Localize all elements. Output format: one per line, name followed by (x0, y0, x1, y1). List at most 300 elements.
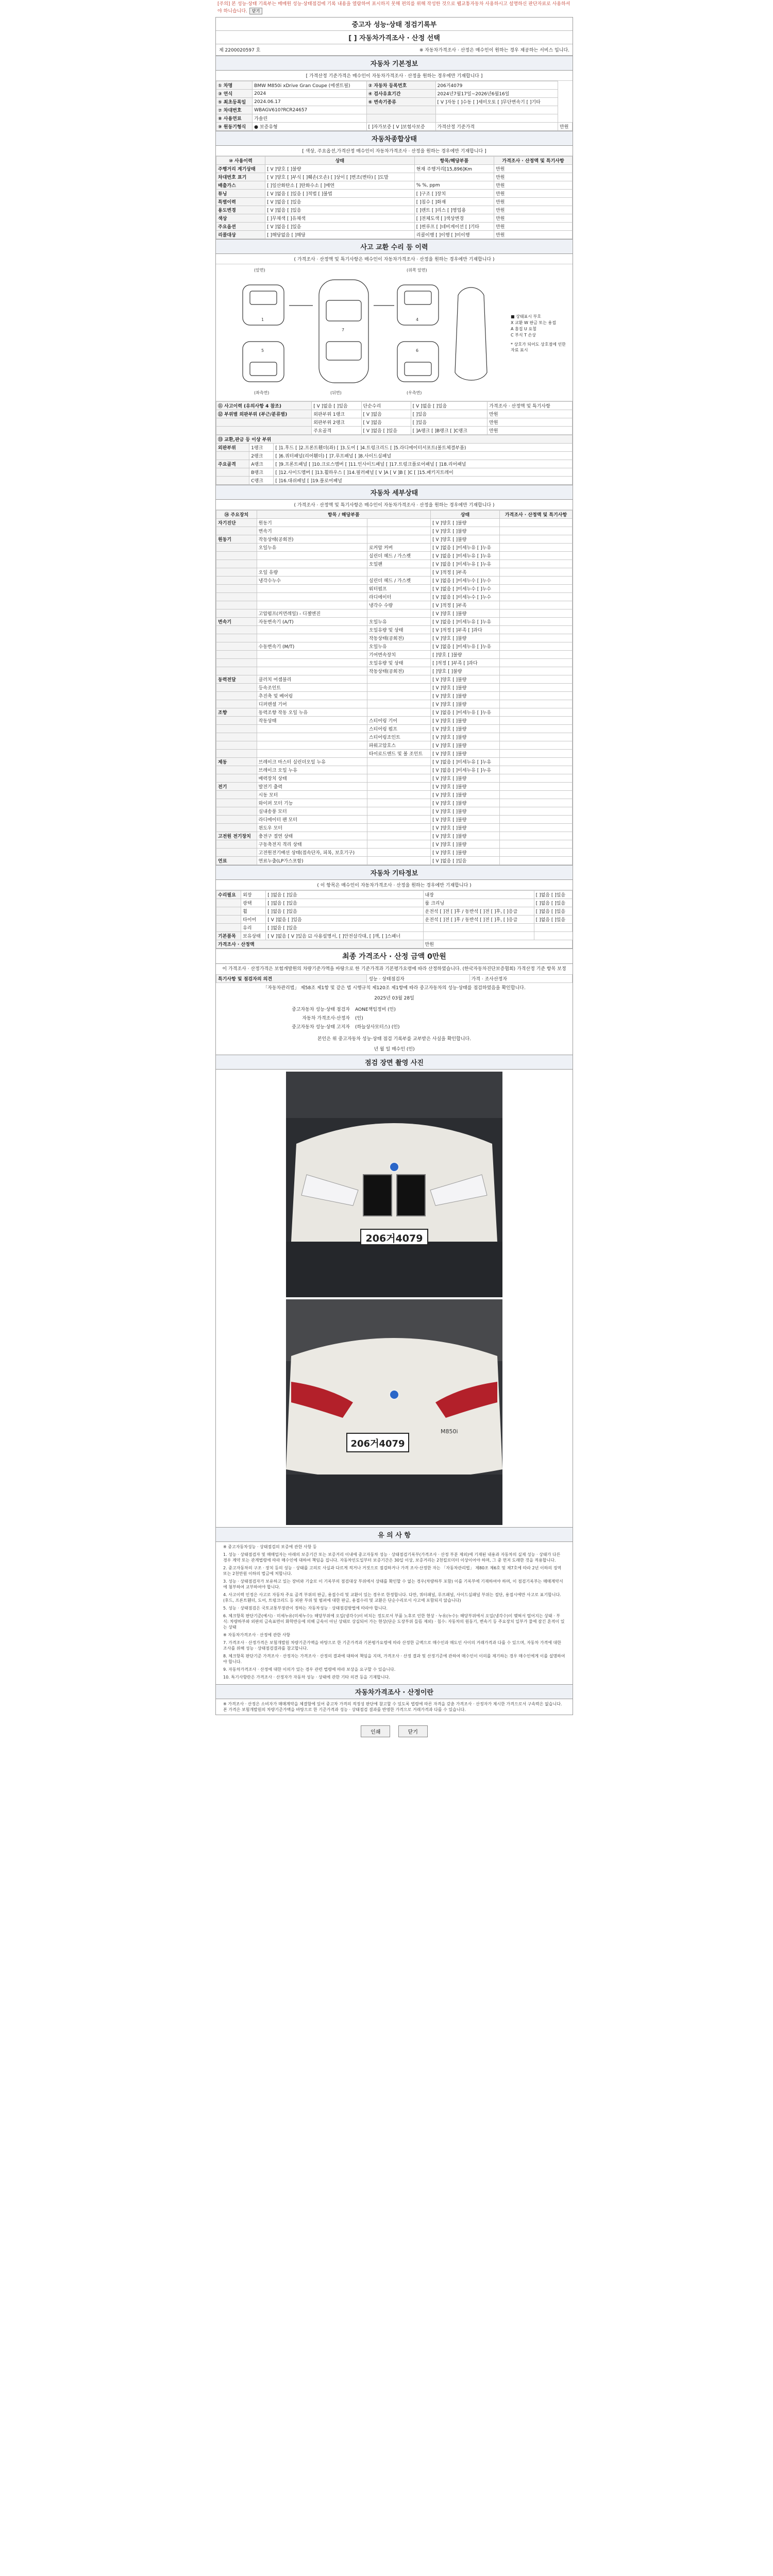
detail-row (216, 692, 573, 700)
overall-cell: [ ]렌트 [ ]리스 [ ]영업용 (414, 206, 494, 214)
detail-row (216, 519, 573, 527)
detail-cell: [ V ]양호 [ ]불량 (431, 692, 500, 700)
detail-cell: 작동상태(공회전) (257, 535, 367, 544)
parts-cell: 외판부위 (216, 444, 249, 452)
detail-cell (500, 750, 573, 758)
detail-cell (216, 593, 257, 601)
detail-cell: [ V ]적정 [ ]부족 [ ]과다 (431, 626, 500, 634)
detail-cell: [ V ]없음 [ ]미세누수 [ ]누수 (431, 577, 500, 585)
detail-cell (500, 799, 573, 807)
accident-cell: [ ]있음 (411, 410, 487, 418)
section-photos: 점검 장면 촬영 사진 (216, 1055, 573, 1070)
detail-cell (367, 791, 430, 799)
detail-cell (257, 593, 367, 601)
parts-cell (216, 468, 249, 477)
detail-row (216, 774, 573, 783)
overall-cell: 튜닝 (216, 190, 265, 198)
detail-cell (500, 832, 573, 840)
detail-row (216, 684, 573, 692)
overall-cell: 현재 주행거리[15,896]Km (414, 165, 494, 173)
detail-cell (216, 634, 257, 642)
detail-cell: 배력장치 상태 (257, 774, 367, 783)
detail-cell (500, 783, 573, 791)
detail-cell: 동력조향 작동 오일 누유 (257, 708, 367, 717)
final-statement: 「자동차관리법」 제58조 제1항 및 같은 법 시행규칙 제120조 제1항에 따라 중고자동차의 성능·상태를 점검하였음을 확인합니다. (263, 986, 526, 991)
detail-cell: 파워고압호스 (367, 741, 430, 750)
detail-cell: 라디에이터 (367, 593, 430, 601)
detail-cell (500, 634, 573, 642)
other-row (216, 916, 573, 924)
basic-cell: BMW M850i xDrive Gran Coupe (에센트필) (253, 81, 366, 90)
other-row (216, 891, 573, 899)
other-cell: 광택 (241, 899, 266, 907)
detail-cell (500, 519, 573, 527)
detail-cell (367, 766, 430, 774)
other-row (216, 940, 573, 948)
detail-cell (500, 552, 573, 560)
accident-row (216, 410, 573, 418)
detail-cell: 스티어링조인트 (367, 733, 430, 741)
detail-cell (367, 840, 430, 849)
overall-cell: 만원 (494, 198, 573, 206)
detail-cell (216, 601, 257, 609)
detail-cell: [ ]적정 [ ]부족 [ ]과다 (431, 659, 500, 667)
other-table (216, 890, 573, 948)
detail-cell: 변속기 (257, 527, 367, 535)
note-item: ※ 자동차가격조사 · 산정에 관한 사항 (223, 1633, 291, 1637)
detail-cell (367, 535, 430, 544)
label-rear: (뒤면) (330, 391, 342, 395)
other-row (216, 924, 573, 932)
detail-cell (216, 527, 257, 535)
detail-row (216, 725, 573, 733)
detail-cell (500, 527, 573, 535)
overall-cell: [ V ]없음 [ ]있음 [ ]적법 [ ]불법 (265, 190, 415, 198)
detail-cell (500, 585, 573, 593)
detail-cell (500, 560, 573, 568)
sign-row (216, 1023, 573, 1032)
detail-cell (216, 750, 257, 758)
detail-row (216, 634, 573, 642)
detail-cell (500, 840, 573, 849)
sign-value: (하늘상사모터스) (인) (355, 1025, 400, 1030)
detail-cell (257, 659, 367, 667)
detail-cell: 연료 (216, 857, 257, 865)
detail-cell: [ V ]없음 [ ]미세누유 [ ]누유 (431, 766, 500, 774)
svg-text:7: 7 (342, 328, 345, 332)
overall-cell: 만원 (494, 173, 573, 181)
other-cell: 가격조사 · 산정액 (216, 940, 424, 948)
other-cell (216, 924, 241, 932)
detail-cell: 고압펌프(커먼레일) - 디젤엔진 (257, 609, 367, 618)
other-cell: [ ]없음 [ ]있음 (534, 899, 572, 907)
overall-cell: 만원 (494, 181, 573, 190)
basic-cell: [ ]자가보증 [ V ]보험사보증 (366, 123, 435, 131)
detail-cell (500, 659, 573, 667)
detail-cell: [ V ]없음 [ ]미세누유 [ ]누유 (431, 642, 500, 651)
detail-cell: 클러치 어셈블리 (257, 675, 367, 684)
basic-row (216, 90, 573, 98)
section-other: 자동차 기타정보 (216, 865, 573, 880)
detail-cell (367, 675, 430, 684)
detail-row (216, 832, 573, 840)
detail-cell: 오일누유 (257, 544, 367, 552)
basic-cell (366, 106, 435, 114)
other-cell: 보유상태 (241, 932, 266, 940)
note-item: 1. 성능 · 상태점검자 및 매매업자는 아래의 보증기간 또는 보증거리 이내에 중고자동차 성능 · 상태점검기록부(가격조사 · 산정 부분 제외)에 기재된 내용과 자동차의 실제 성능 · 상태가 다른 경우 계약 또는 관계법령에 따라 매수인에 대하여 책임을 집니다. 자동차인도일부터 보증기간은 30일 이상, 보증거리는 2천킬로미터 이상이어야 하며, 그 중 먼저 도래한 것을 적용합니다. (223, 1552, 561, 1563)
detail-row (216, 741, 573, 750)
detail-cell (500, 708, 573, 717)
other-cell (423, 924, 534, 932)
parts-row (216, 444, 573, 452)
basic-cell: ⑤ 최초등록일 (216, 98, 253, 106)
basic-cell: ⑧ 사용연료 (216, 114, 253, 123)
buyer-sign: 년 월 일 매수인 (인) (374, 1047, 415, 1052)
parts-cell: A랭크 (249, 460, 274, 468)
detail-row (216, 577, 573, 585)
detail-cell: 시동 모터 (257, 791, 367, 799)
detail-cell (500, 593, 573, 601)
basic-cell (366, 114, 435, 123)
accident-cell: 주요골격 (312, 427, 361, 435)
detail-row (216, 675, 573, 684)
note-item: 7. 가격조사 · 산정가격은 보험개발원 차량기준가액을 바탕으로 한 기준가격과 기본평가요령에 따라 산정한 금액으로 매수인과 매도인 사이의 거래가격과 다를 수 있으며, 자동차 가격에 대한 조사를 위해 성능 · 상태점검결과를 참고합니다. (223, 1640, 561, 1651)
sign-value: AONE책임정비 (인) (355, 1007, 396, 1012)
detail-cell (367, 783, 430, 791)
sign-row (216, 1014, 573, 1023)
detail-cell: 실내송풍 모터 (257, 807, 367, 816)
final-cell: 성능 · 상태점검자 (367, 975, 469, 983)
basic-cell: [ V ]자동 [ ]수동 [ ]세미오토 [ ]무단변속기 [ ]기타 (435, 98, 558, 106)
detail-cell: 추진축 및 베어링 (257, 692, 367, 700)
detail-cell: 브레이크 오일 누유 (257, 766, 367, 774)
detail-cell (367, 807, 430, 816)
detail-cell (216, 824, 257, 832)
svg-text:1: 1 (261, 317, 264, 322)
note-item: 9. 자동차가격조사 · 산정에 대한 이의가 있는 경우 관련 법령에 따라 보상을 요구할 수 있습니다. (223, 1667, 396, 1672)
top-close-button[interactable]: 닫기 (249, 8, 262, 14)
overall-row (216, 173, 573, 181)
accident-cell (216, 418, 312, 427)
overall-header (216, 157, 573, 165)
detail-cell (500, 849, 573, 857)
detail-cell: [ V ]양호 [ ]불량 (431, 634, 500, 642)
parts-row (216, 452, 573, 460)
detail-cell (500, 626, 573, 634)
detail-cell (500, 824, 573, 832)
accident-cell: [ V ]없음 (361, 418, 411, 427)
detail-cell (500, 535, 573, 544)
detail-cell: [ V ]적정 [ ]부족 (431, 601, 500, 609)
detail-cell (257, 741, 367, 750)
detail-cell (500, 758, 573, 766)
detail-cell: 고전원전기배선 상태(접속단자, 피복, 보호기구) (257, 849, 367, 857)
basic-cell: ① 차명 (216, 81, 253, 90)
detail-cell (500, 651, 573, 659)
detail-header-cell: 상태 (431, 511, 500, 519)
legend-item: ■ 상태표시 부호 (511, 314, 542, 319)
detail-cell (367, 519, 430, 527)
overall-cell: [ V ]없음 [ ]있음 (265, 206, 415, 214)
detail-cell (500, 733, 573, 741)
final-price-note: 이 가격조사 · 산정가격은 보험개발원의 차량기준가액을 바탕으로 한 기준가격과 기본평가요령에 따라 산정하였습니다. (한국자동차진단보증협회) 가격산정 기준 항목 보정 (222, 967, 566, 972)
note-item: 6. 체크항목 판단기준(예시) · 미세누유(미세누수): 해당부위에 오일(냉각수)이 비치는 정도로서 부품 노후로 인한 현상 · 누유(누수): 해당부위에서 오일(냉각수)이 맺혀서 떨어지는 상태 · 부식: 차량하부와 외판의 금속표면이 화학반응에 의해 금속이 아닌 상태로 상실되어 가는 현상(단순 도장부위 들뜸 제외) · 침수: 자동차의 원동기, 변속기 등 주요장치 일부가 물에 잠긴 흔적이 있는 상태 (223, 1614, 565, 1630)
overall-cell (414, 173, 494, 181)
detail-row (216, 560, 573, 568)
basic-cell: 가격산정 기준가격 (435, 123, 558, 131)
overall-cell: 만원 (494, 206, 573, 214)
detail-cell (500, 618, 573, 626)
note-item: 3. 성능 · 상태점검자가 보유하고 있는 장비와 기술로 이 기록부의 점검대상 부위에서 상태를 확인할 수 없는 경우(차량하부 포함) 이를 기록부에 기재하여야 하며, 이 점검기록부는 매매계약서에 첨부하여 교부하여야 합니다. (223, 1579, 563, 1589)
detail-cell (367, 799, 430, 807)
detail-row (216, 659, 573, 667)
accident-cell: 단순수리 (361, 402, 411, 410)
detail-cell (500, 807, 573, 816)
label-top: (위쪽 앞면) (407, 268, 427, 273)
car-rear-photo-icon (286, 1299, 502, 1525)
detail-cell (500, 791, 573, 799)
detail-cell: [ V ]없음 [ ]미세누수 [ ]누수 (431, 593, 500, 601)
detail-cell: 오일누유 (367, 618, 430, 626)
detail-cell (216, 577, 257, 585)
detail-cell: 라디에이터 팬 모터 (257, 816, 367, 824)
detail-cell: [ V ]양호 [ ]불량 (431, 684, 500, 692)
detail-cell (216, 799, 257, 807)
note-item: 4. 사고이력 인정은 사고로 자동차 주요 골격 부위의 판금, 용접수리 및 교환이 있는 경우로 한정합니다. 다만, 쿼터패널, 루프패널, 사이드실패널 부위는 절단, 용접시에만 사고로 표기합니다. (후드, 프론트휀더, 도어, 트렁크리드 등 외판 부위 및 범퍼에 대한 판금, 용접수리 및 교환은 단순수리로서 사고에 포함되지 않습니다) (223, 1592, 561, 1603)
label-front: (앞면) (254, 268, 265, 273)
detail-row (216, 585, 573, 593)
accident-cell: 외판부위 1랭크 (312, 410, 361, 418)
detail-cell (500, 766, 573, 774)
detail-row (216, 733, 573, 741)
parts-cell: 주요골격 (216, 460, 249, 468)
detail-row (216, 601, 573, 609)
accident-cell: 만원 (488, 410, 573, 418)
other-cell: 운전석 [ ]전 [ ]후 / 동반석 [ ]전 [ ]후, [ ]응급 (423, 916, 534, 924)
detail-row (216, 758, 573, 766)
detail-cell (257, 725, 367, 733)
section-detail: 자동차 세부상태 (216, 485, 573, 500)
rear-photo (286, 1299, 502, 1525)
detail-row (216, 766, 573, 774)
overall-header-cell: ⑩ 사용이력 (216, 157, 265, 165)
other-cell (534, 924, 572, 932)
detail-cell: [ V ]없음 [ ]미세누유 [ ]누유 (431, 544, 500, 552)
detail-cell: [ V ]양호 [ ]불량 (431, 807, 500, 816)
detail-cell: [ V ]양호 [ ]불량 (431, 824, 500, 832)
other-cell: 타이어 (241, 916, 266, 924)
detail-cell: [ V ]양호 [ ]불량 (431, 535, 500, 544)
detail-cell (367, 758, 430, 766)
receipt-note: 본인은 위 중고자동차 성능·상태 점검 기록부를 교부받은 사실을 확인합니다. (317, 1037, 472, 1042)
detail-cell: [ V ]양호 [ ]불량 (431, 733, 500, 741)
front-photo (286, 1072, 502, 1297)
detail-cell (257, 651, 367, 659)
accident-cell: [ V ]없음 [ ]있음 (411, 402, 487, 410)
detail-cell (500, 717, 573, 725)
detail-row (216, 552, 573, 560)
other-cell: 만원 (423, 940, 572, 948)
final-cell: 가격 · 조사산정자 (469, 975, 572, 983)
detail-cell: 로커암 커버 (367, 544, 430, 552)
rear-plate: 206거4079 (350, 1438, 405, 1449)
accident-cell: [ V ]없음 (361, 410, 411, 418)
detail-cell (257, 750, 367, 758)
detail-cell (216, 840, 257, 849)
detail-row (216, 807, 573, 816)
accident-cell: 만원 (488, 418, 573, 427)
overall-cell: [ ]구조 [ ]장치 (414, 190, 494, 198)
label-side-left: (좌측면) (254, 391, 270, 395)
detail-cell: [ V ]없음 [ ]미세누유 [ ]누유 (431, 560, 500, 568)
detail-cell: 스티어링 펌프 (367, 725, 430, 733)
detail-cell: 오일유량 및 상태 (367, 626, 430, 634)
detail-cell (216, 651, 257, 659)
detail-row (216, 626, 573, 634)
other-cell: 외장 (241, 891, 266, 899)
detail-cell (500, 700, 573, 708)
overall-header-cell: 가격조사 · 산정액 및 특기사항 (494, 157, 573, 165)
overall-cell: [ ]해당없음 [ ]해당 (265, 231, 415, 239)
parts-cell: [ ]6.쿼터패널(리어휀더) [ ]7.루프패널 [ ]8.사이드실패널 (274, 452, 573, 460)
overall-row (216, 206, 573, 214)
overall-cell: 리콜대상 (216, 231, 265, 239)
parts-row (216, 460, 573, 468)
disclaim-body: ※ 가격조사 · 산정은 소비자가 매매계약을 체결함에 있어 중고차 가격의 적정성 판단에 참고할 수 있도록 법령에 따른 자격을 갖춘 가격조사 · 산정자가 제시한 가격으로서 구속력은 없습니다. 본 가격은 보험개발원의 차량기준가액을 바탕으로 한 기준가격과 성능 · 상태점검 결과를 반영한 가격으로 거래가격과 다를 수 있습니다. (223, 1702, 562, 1712)
detail-cell: 자기진단 (216, 519, 257, 527)
detail-cell: [ V ]양호 [ ]불량 (431, 799, 500, 807)
overall-cell: 색상 (216, 214, 265, 223)
overall-cell: 주요옵션 (216, 223, 265, 231)
legend-item: A 흠집 U 요철 (511, 327, 536, 331)
detail-cell: [ V ]양호 [ ]불량 (431, 840, 500, 849)
overall-cell: 만원 (494, 165, 573, 173)
overall-cell: [ V ]없음 [ ]있음 (265, 223, 415, 231)
detail-cell (500, 675, 573, 684)
accident-cell: [ V ]없음 [ ]있음 (312, 402, 361, 410)
accident-row (216, 402, 573, 410)
other-cell: 휠 (241, 907, 266, 916)
detail-row (216, 700, 573, 708)
detail-cell (216, 741, 257, 750)
detail-row (216, 750, 573, 758)
overall-cell: % %, ppm (414, 181, 494, 190)
detail-cell: 디퍼렌셜 기어 (257, 700, 367, 708)
other-cell: [ V ]없음 [ V ]있음 ☑ 사용설명서, [ ]안전삼각대, [ ]잭, [ ]스패너 (266, 932, 423, 940)
print-button[interactable]: 인쇄 (361, 1725, 390, 1737)
svg-text:6: 6 (416, 348, 419, 353)
overall-cell: [ ]침수 [ ]화재 (414, 198, 494, 206)
detail-row (216, 527, 573, 535)
detail-row (216, 593, 573, 601)
detail-row (216, 667, 573, 675)
other-cell: [ ]없음 [ ]있음 (534, 891, 572, 899)
overall-row (216, 190, 573, 198)
detail-cell (216, 642, 257, 651)
overall-cell: [ V ]양호 [ ]불량 (265, 165, 415, 173)
detail-cell (367, 527, 430, 535)
legend-item: C 부식 T 손상 (511, 333, 536, 337)
sign-role: 중고자동차 성능·상태 고지자 (292, 1025, 350, 1030)
detail-row (216, 651, 573, 659)
note-item: 5. 성능 · 상태점검은 국토교통부장관이 정하는 자동차성능 · 상태점검방법에 따라야 합니다. (223, 1606, 388, 1611)
basic-cell: ④ 검사유효기간 (366, 90, 435, 98)
detail-row (216, 791, 573, 799)
overall-cell: 만원 (494, 231, 573, 239)
record-frame (215, 17, 573, 1715)
top-notice-text: [주의] 본 성능·상태 기록부는 매매원 성능·상태점검에 기록 내용을 열람하여 표시하지 못해 편의를 위해 작성한 것으로 웹교통자동차 사용하시고 설명하신 판단자료로 사용하셔야 하니습니다. (217, 2, 570, 14)
accident-cell: 가격조사 · 산정액 및 특기사항 (488, 402, 573, 410)
detail-cell (367, 692, 430, 700)
detail-subnote: ( 가격조사 · 산정액 및 특기사항은 매수인이 자동차가격조사 · 산정을 원하는 경우에만 기재합니다 ) (216, 500, 573, 510)
detail-header-cell: 가격조사 · 산정액 및 특기사항 (500, 511, 573, 519)
final-row (216, 975, 573, 983)
detail-cell: 자동변속기 (A/T) (257, 618, 367, 626)
detail-cell: 와이퍼 모터 기능 (257, 799, 367, 807)
parts-cell: [ ]9.프론트패널 [ ]10.크로스멤버 [ ]11.인사이드패널 [ ]17.트렁크플로어패널 [ ]18.리어패널 (274, 460, 573, 468)
overall-cell: [ ]썬루프 [ ]네비게이션 [ ]기타 (414, 223, 494, 231)
detail-cell (216, 568, 257, 577)
inspection-record (215, 0, 573, 1748)
detail-cell (216, 609, 257, 618)
other-cell (216, 899, 241, 907)
detail-cell: 타이로드엔드 및 볼 조인트 (367, 750, 430, 758)
detail-cell (257, 601, 367, 609)
detail-cell: [ V ]양호 [ ]불량 (431, 832, 500, 840)
detail-cell: 제동 (216, 758, 257, 766)
detail-cell (257, 626, 367, 634)
final-date: 2025년 03월 28일 (374, 996, 414, 1001)
detail-cell: [ V ]없음 [ ]미세누수 [ ]누수 (431, 585, 500, 593)
detail-cell: [ V ]양호 [ ]불량 (431, 519, 500, 527)
overall-cell: [ V ]양호 [ ]부식 [ ]훼손(오손) [ ]상이 [ ]변조(변타) [ ]도말 (265, 173, 415, 181)
basic-cell: 2024 (253, 90, 366, 98)
detail-cell: 충전구 절연 상태 (257, 832, 367, 840)
detail-cell (216, 560, 257, 568)
overall-header-cell: 상태 (265, 157, 415, 165)
basic-cell: 2024년7월17일~2026년6월16일 (435, 90, 558, 98)
basic-row (216, 114, 573, 123)
detail-cell: [ V ]없음 [ ]미세누유 [ ]누유 (431, 618, 500, 626)
detail-cell (500, 601, 573, 609)
front-plate: 206거4079 (365, 1233, 423, 1244)
detail-cell (500, 816, 573, 824)
doc-title: 중고자 성능·상태 정검기록부 (216, 18, 573, 31)
other-cell: 수리필요 (216, 891, 241, 899)
parts-table (216, 435, 573, 485)
close-button[interactable]: 닫기 (398, 1725, 428, 1737)
detail-cell: [ V ]없음 [ ]있음 (431, 857, 500, 865)
detail-cell (216, 774, 257, 783)
overall-row (216, 231, 573, 239)
detail-cell (216, 552, 257, 560)
detail-cell (500, 692, 573, 700)
detail-cell: [ V ]양호 [ ]불량 (431, 849, 500, 857)
detail-cell (500, 774, 573, 783)
overall-cell: 차대번호 표기 (216, 173, 265, 181)
detail-cell: 작동상태 (257, 717, 367, 725)
detail-cell (216, 725, 257, 733)
detail-cell (216, 816, 257, 824)
parts-header (216, 435, 573, 444)
other-cell (216, 907, 241, 916)
accident-row (216, 418, 573, 427)
overall-cell: 배출가스 (216, 181, 265, 190)
parts-cell (216, 452, 249, 460)
basic-cell: ⑥ 변속기종류 (366, 98, 435, 106)
detail-cell (216, 766, 257, 774)
parts-cell: B랭크 (249, 468, 274, 477)
